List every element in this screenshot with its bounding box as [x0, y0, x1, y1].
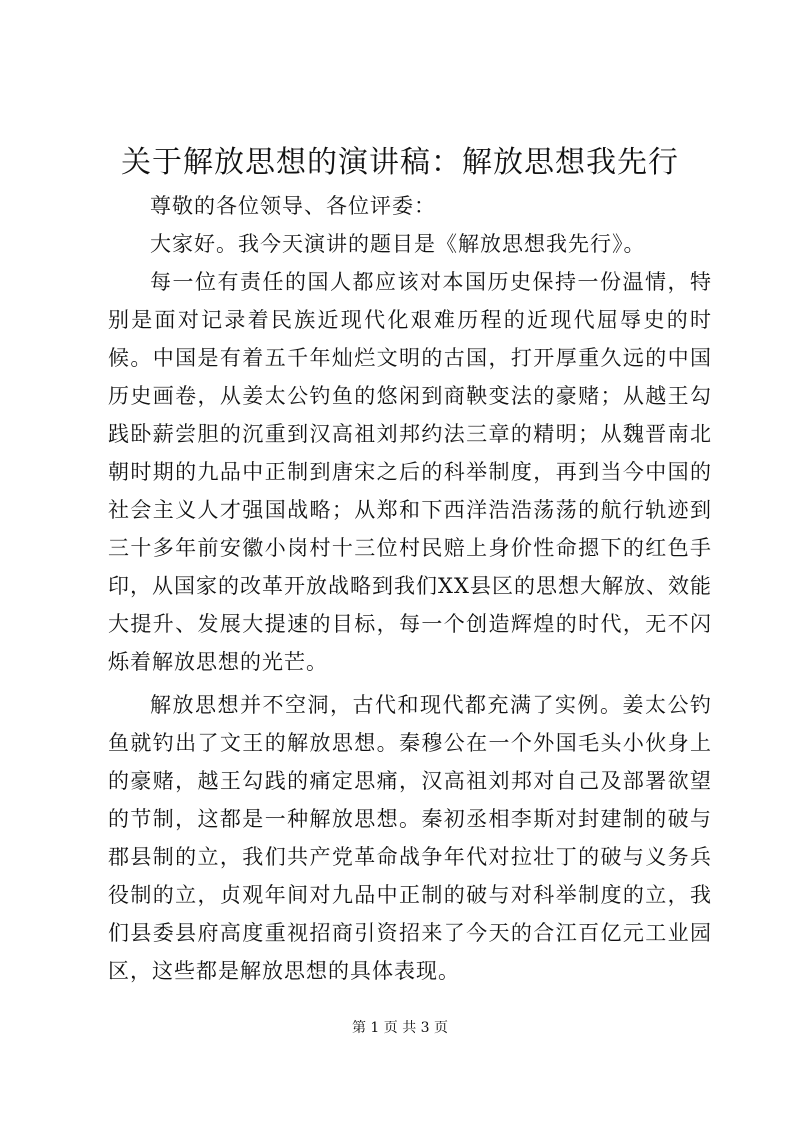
document-title: 关于解放思想的演讲稿：解放思想我先行: [121, 145, 679, 180]
page-number-footer: 第 1 页 共 3 页: [351, 1020, 449, 1036]
examples-paragraph: 解放思想并不空洞，古代和现代都充满了实例。姜太公钓鱼就钓出了文王的解放思想。秦穆公在一个外国毛头小伙身上的豪赌，越王勾践的痛定思痛，汉高祖刘邦对自己及部署欲望的节制，这都是一种解放思想。秦初丞相李斯对封建制的破与郡县制的立，我们共产党革命战争年代对拉壮丁的破与义务兵役制的立，贞观年间对九品中正制的破与对科举制度的立，我们县委县府高度重视招商引资招来了今天的合江百亿元工业园区，这些都是解放思想的具体表现。: [108, 693, 712, 983]
document-body: [108, 187, 712, 990]
history-paragraph: 每一位有责任的国人都应该对本国历史保持一份温情，特别是面对记录着民族近现代化艰难历程的近现代屈辱史的时候。中国是有着五千年灿烂文明的古国，打开厚重久远的中国历史画卷，从姜太公钓鱼的悠闲到商鞅变法的豪赌；从越王勾践卧薪尝胆的沉重到汉高祖刘邦约法三章的精明；从魏晋南北朝时期的九品中正制到唐宋之后的科举制度，再到当今中国的社会主义人才强国战略；从郑和下西洋浩浩荡荡的航行轨迹到三十多年前安徽小岗村十三位村民赔上身价性命摁下的红色手印，从国家的改革开放战略到我们XX县区的思想大解放、效能大提升、发展大提速的目标，每一个创造辉煌的时代，无不闪烁着解放思想的光芒。: [108, 270, 712, 674]
salutation-paragraph: 尊敬的各位领导、各位评委：: [150, 194, 436, 218]
greeting-paragraph: 大家好。我今天演讲的题目是《解放思想我先行》。: [150, 232, 646, 256]
